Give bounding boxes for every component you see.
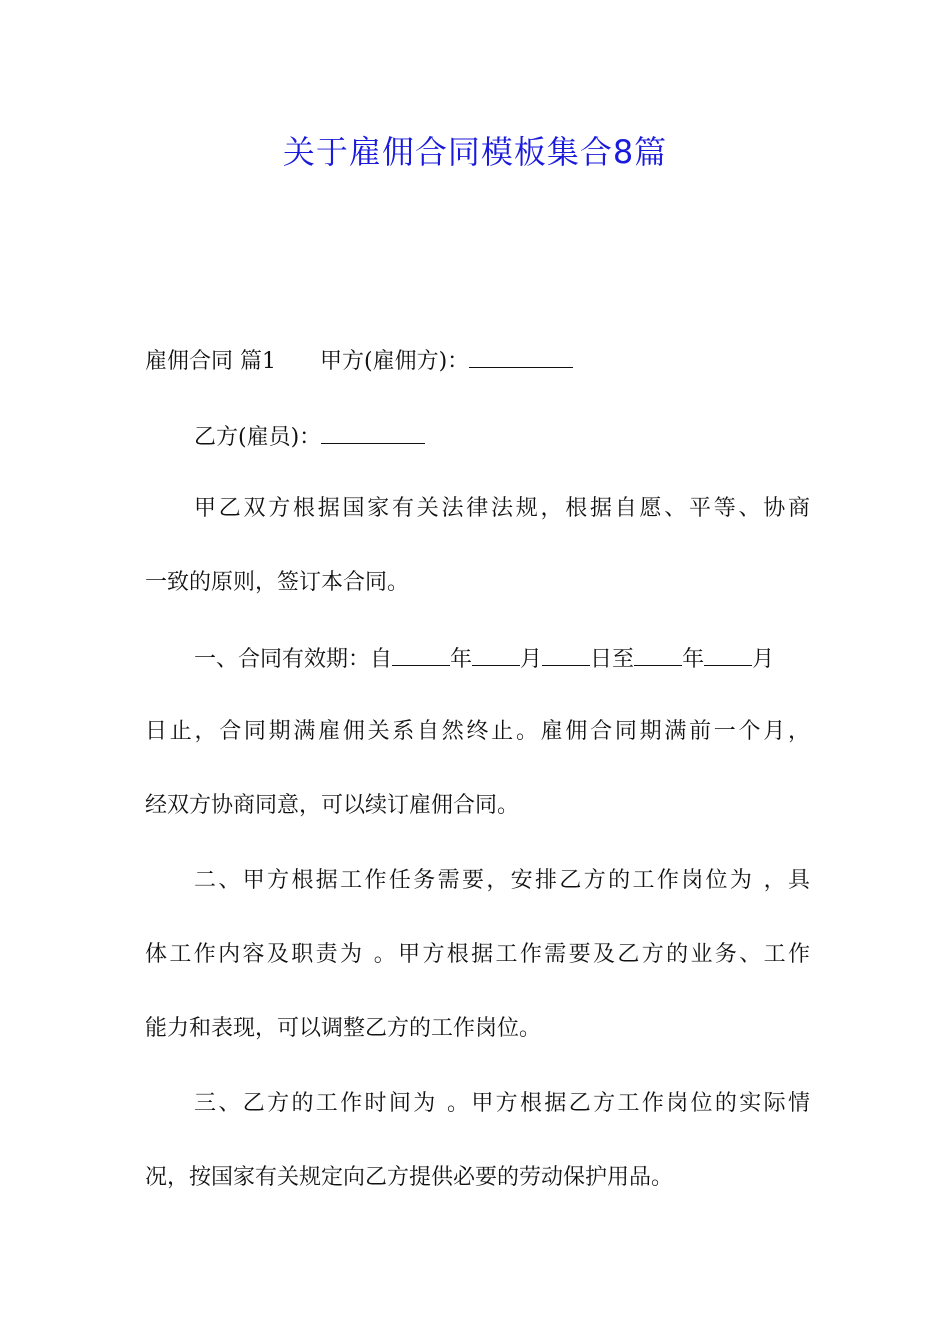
end-month-blank [704, 643, 752, 666]
party-a-label: 甲方(雇佣方)： [320, 349, 470, 374]
start-day-blank [542, 643, 590, 666]
end-year-blank [634, 643, 682, 666]
clause2-line-1: 二、甲方根据工作任务需要，安排乙方的工作岗位为 ，具 [194, 868, 810, 893]
section-heading: 雇佣合同 篇1 [145, 349, 276, 374]
heading-line [145, 345, 810, 377]
party-a-blank [469, 345, 573, 368]
party-b-blank [321, 421, 425, 444]
party-b-line [194, 421, 810, 453]
document-title: 关于雇佣合同模板集合8篇 [282, 133, 668, 171]
start-year-blank [392, 643, 450, 666]
clause1-prefix: 一、合同有效期：自 [194, 647, 393, 672]
clause2-line-2: 体工作内容及职责为 。甲方根据工作需要及乙方的业务、工作 [145, 942, 810, 967]
clause1-line-2: 日止，合同期满雇佣关系自然终止。雇佣合同期满前一个月， [145, 719, 810, 744]
clause1-line-3: 经双方协商同意，可以续订雇佣合同。 [145, 793, 520, 818]
clause2-line-3: 能力和表现，可以调整乙方的工作岗位。 [145, 1016, 542, 1041]
start-month-blank [472, 643, 520, 666]
party-b-label: 乙方(雇员)： [194, 425, 322, 450]
clause1-line-1 [194, 643, 810, 675]
intro-line-1: 甲乙双方根据国家有关法律法规，根据自愿、平等、协商 [194, 496, 810, 521]
year-label: 年 [450, 647, 473, 672]
month-label: 月 [520, 647, 543, 672]
month-label-2: 月 [752, 647, 775, 672]
intro-line-2: 一致的原则，签订本合同。 [145, 570, 410, 595]
clause3-line-1: 三、乙方的工作时间为 。甲方根据乙方工作岗位的实际情 [194, 1091, 810, 1116]
clause3-line-2: 况，按国家有关规定向乙方提供必要的劳动保护用品。 [145, 1165, 674, 1190]
year-label-2: 年 [682, 647, 705, 672]
day-to-label: 日至 [590, 647, 635, 672]
